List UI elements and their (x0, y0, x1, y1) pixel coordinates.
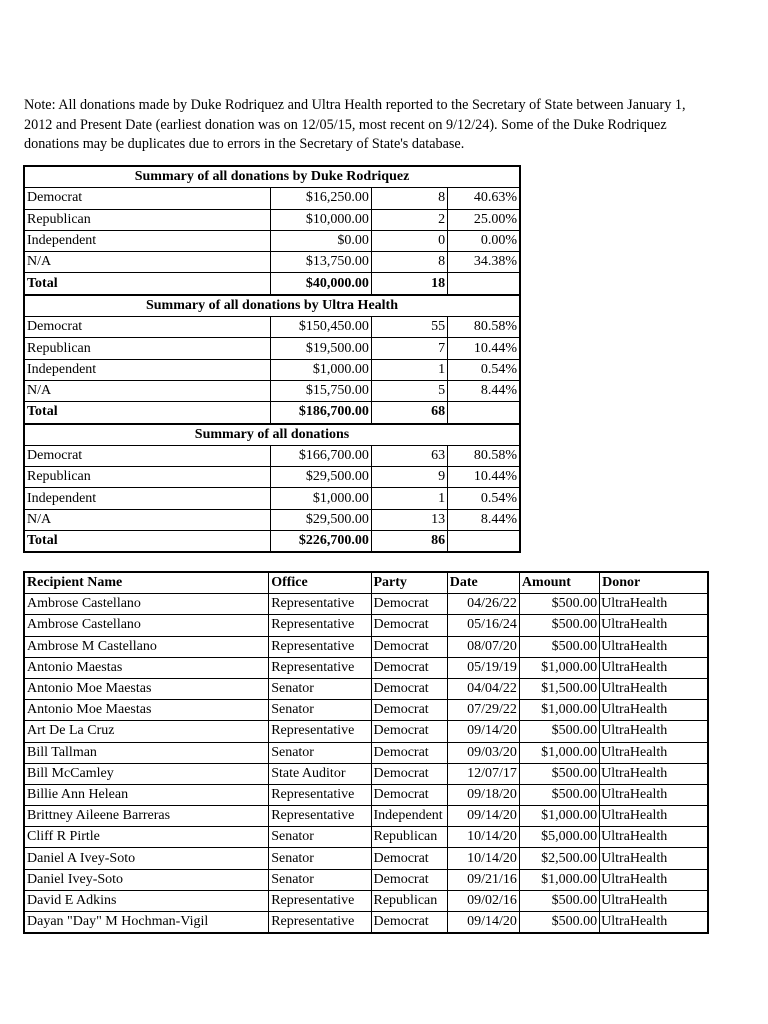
cell-donor: UltraHealth (600, 657, 708, 678)
summary-category: Independent (24, 359, 271, 380)
cell-date: 04/26/22 (447, 594, 519, 615)
table-row (24, 848, 708, 869)
cell-recipient-name: Daniel Ivey-Soto (24, 869, 269, 890)
cell-donor: UltraHealth (600, 700, 708, 721)
table-row (24, 657, 708, 678)
cell-date: 09/18/20 (447, 784, 519, 805)
summary-section-title-row (24, 424, 520, 446)
cell-amount: $500.00 (519, 784, 599, 805)
cell-date: 05/19/19 (447, 657, 519, 678)
summary-count: 1 (371, 488, 447, 509)
summary-category: Democrat (24, 317, 271, 338)
summary-percent: 34.38% (448, 252, 520, 273)
cell-office: Representative (269, 890, 371, 911)
cell-amount: $1,000.00 (519, 700, 599, 721)
cell-date: 09/03/20 (447, 742, 519, 763)
cell-office: State Auditor (269, 763, 371, 784)
summary-amount: $29,500.00 (271, 509, 371, 530)
cell-date: 09/14/20 (447, 912, 519, 934)
summary-amount: $13,750.00 (271, 252, 371, 273)
summary-section-title: Summary of all donations by Ultra Health (24, 295, 520, 317)
cell-donor: UltraHealth (600, 806, 708, 827)
cell-recipient-name: Ambrose Castellano (24, 594, 269, 615)
cell-amount: $2,500.00 (519, 848, 599, 869)
summary-total-count: 68 (371, 402, 447, 424)
cell-donor: UltraHealth (600, 678, 708, 699)
summary-count: 9 (371, 467, 447, 488)
cell-amount: $500.00 (519, 594, 599, 615)
cell-date: 05/16/24 (447, 615, 519, 636)
cell-office: Representative (269, 594, 371, 615)
summary-total-percent (448, 402, 520, 424)
summary-percent: 80.58% (448, 445, 520, 466)
cell-recipient-name: Bill Tallman (24, 742, 269, 763)
cell-recipient-name: Cliff R Pirtle (24, 827, 269, 848)
cell-amount: $1,000.00 (519, 869, 599, 890)
cell-donor: UltraHealth (600, 869, 708, 890)
summary-count: 8 (371, 252, 447, 273)
cell-office: Senator (269, 742, 371, 763)
table-row (24, 827, 708, 848)
summary-count: 55 (371, 317, 447, 338)
cell-amount: $1,500.00 (519, 678, 599, 699)
header-office: Office (269, 572, 371, 594)
cell-office: Representative (269, 657, 371, 678)
summary-category: N/A (24, 252, 271, 273)
summary-category: Independent (24, 488, 271, 509)
summary-category: Democrat (24, 188, 271, 209)
cell-donor: UltraHealth (600, 636, 708, 657)
cell-donor: UltraHealth (600, 848, 708, 869)
summary-amount: $16,250.00 (271, 188, 371, 209)
summary-section-title: Summary of all donations by Duke Rodriquez (24, 166, 520, 188)
summary-category: Independent (24, 230, 271, 251)
cell-party: Independent (371, 806, 447, 827)
table-row (24, 594, 708, 615)
cell-party: Democrat (371, 869, 447, 890)
cell-recipient-name: Daniel A Ivey-Soto (24, 848, 269, 869)
header-date: Date (447, 572, 519, 594)
donation-summary-table (23, 165, 521, 553)
cell-recipient-name: Antonio Maestas (24, 657, 269, 678)
summary-count: 2 (371, 209, 447, 230)
cell-office: Representative (269, 806, 371, 827)
cell-donor: UltraHealth (600, 784, 708, 805)
cell-amount: $1,000.00 (519, 657, 599, 678)
table-row (24, 806, 708, 827)
cell-recipient-name: Antonio Moe Maestas (24, 700, 269, 721)
summary-category: Democrat (24, 445, 271, 466)
table-row (24, 742, 708, 763)
cell-office: Representative (269, 636, 371, 657)
cell-amount: $500.00 (519, 890, 599, 911)
donation-detail-table (23, 571, 709, 934)
cell-date: 08/07/20 (447, 636, 519, 657)
cell-amount: $5,000.00 (519, 827, 599, 848)
cell-amount: $500.00 (519, 912, 599, 934)
cell-party: Democrat (371, 784, 447, 805)
summary-total-row (24, 402, 520, 424)
cell-date: 07/29/22 (447, 700, 519, 721)
summary-category: N/A (24, 380, 271, 401)
summary-percent: 40.63% (448, 188, 520, 209)
cell-date: 09/21/16 (447, 869, 519, 890)
cell-recipient-name: Brittney Aileene Barreras (24, 806, 269, 827)
cell-office: Senator (269, 827, 371, 848)
cell-office: Senator (269, 869, 371, 890)
cell-party: Democrat (371, 678, 447, 699)
header-recipient-name: Recipient Name (24, 572, 269, 594)
summary-category: Republican (24, 209, 271, 230)
summary-percent: 10.44% (448, 467, 520, 488)
cell-recipient-name: Ambrose Castellano (24, 615, 269, 636)
summary-row (24, 359, 520, 380)
summary-row (24, 488, 520, 509)
summary-total-label: Total (24, 402, 271, 424)
summary-row (24, 445, 520, 466)
summary-category: Republican (24, 467, 271, 488)
table-row (24, 763, 708, 784)
summary-section-title-row (24, 166, 520, 188)
cell-donor: UltraHealth (600, 742, 708, 763)
cell-office: Representative (269, 615, 371, 636)
summary-row (24, 252, 520, 273)
summary-amount: $166,700.00 (271, 445, 371, 466)
summary-percent: 0.54% (448, 488, 520, 509)
summary-percent: 8.44% (448, 509, 520, 530)
summary-amount: $10,000.00 (271, 209, 371, 230)
cell-recipient-name: Antonio Moe Maestas (24, 678, 269, 699)
cell-date: 09/02/16 (447, 890, 519, 911)
summary-total-percent (448, 273, 520, 295)
cell-party: Republican (371, 890, 447, 911)
cell-recipient-name: Bill McCamley (24, 763, 269, 784)
summary-category: N/A (24, 509, 271, 530)
summary-amount: $15,750.00 (271, 380, 371, 401)
cell-office: Representative (269, 784, 371, 805)
cell-donor: UltraHealth (600, 827, 708, 848)
summary-percent: 0.54% (448, 359, 520, 380)
summary-total-label: Total (24, 531, 271, 553)
summary-count: 8 (371, 188, 447, 209)
summary-count: 7 (371, 338, 447, 359)
table-row (24, 700, 708, 721)
header-amount: Amount (519, 572, 599, 594)
summary-total-count: 18 (371, 273, 447, 295)
cell-party: Democrat (371, 594, 447, 615)
cell-office: Senator (269, 700, 371, 721)
cell-party: Democrat (371, 636, 447, 657)
table-row (24, 721, 708, 742)
cell-donor: UltraHealth (600, 763, 708, 784)
summary-percent: 10.44% (448, 338, 520, 359)
summary-total-label: Total (24, 273, 271, 295)
summary-total-row (24, 531, 520, 553)
summary-row (24, 188, 520, 209)
cell-amount: $500.00 (519, 615, 599, 636)
cell-party: Democrat (371, 615, 447, 636)
summary-amount: $150,450.00 (271, 317, 371, 338)
cell-recipient-name: Billie Ann Helean (24, 784, 269, 805)
cell-date: 10/14/20 (447, 827, 519, 848)
cell-party: Democrat (371, 763, 447, 784)
cell-recipient-name: Dayan "Day" M Hochman-Vigil (24, 912, 269, 934)
summary-section-title-row (24, 295, 520, 317)
table-row (24, 615, 708, 636)
summary-row (24, 230, 520, 251)
summary-percent: 8.44% (448, 380, 520, 401)
cell-date: 09/14/20 (447, 721, 519, 742)
cell-donor: UltraHealth (600, 890, 708, 911)
cell-office: Senator (269, 678, 371, 699)
summary-row (24, 317, 520, 338)
detail-header-row (24, 572, 708, 594)
summary-count: 63 (371, 445, 447, 466)
cell-donor: UltraHealth (600, 721, 708, 742)
table-row (24, 912, 708, 934)
summary-percent: 80.58% (448, 317, 520, 338)
cell-donor: UltraHealth (600, 615, 708, 636)
summary-section-title: Summary of all donations (24, 424, 520, 446)
header-party: Party (371, 572, 447, 594)
table-row (24, 890, 708, 911)
cell-party: Democrat (371, 912, 447, 934)
summary-total-amount: $40,000.00 (271, 273, 371, 295)
summary-amount: $29,500.00 (271, 467, 371, 488)
summary-row (24, 209, 520, 230)
summary-total-row (24, 273, 520, 295)
cell-office: Senator (269, 848, 371, 869)
cell-party: Democrat (371, 700, 447, 721)
cell-recipient-name: David E Adkins (24, 890, 269, 911)
cell-party: Democrat (371, 721, 447, 742)
summary-count: 5 (371, 380, 447, 401)
cell-party: Republican (371, 827, 447, 848)
cell-date: 10/14/20 (447, 848, 519, 869)
cell-recipient-name: Ambrose M Castellano (24, 636, 269, 657)
header-donor: Donor (600, 572, 708, 594)
summary-total-amount: $186,700.00 (271, 402, 371, 424)
summary-count: 0 (371, 230, 447, 251)
cell-date: 04/04/22 (447, 678, 519, 699)
summary-count: 13 (371, 509, 447, 530)
summary-row (24, 338, 520, 359)
cell-date: 09/14/20 (447, 806, 519, 827)
disclaimer-note: Note: All donations made by Duke Rodriquez and Ultra Health reported to the Secretary of State between January 1, 2012 and Present Date (earliest donation was on 12/05/15, most recent on 9/12/24). Some of the Duke Rodriquez donations may be duplicates due to errors in the Secretary of State's database. (24, 97, 686, 153)
summary-count: 1 (371, 359, 447, 380)
cell-party: Democrat (371, 657, 447, 678)
summary-row (24, 467, 520, 488)
cell-amount: $1,000.00 (519, 806, 599, 827)
cell-party: Democrat (371, 848, 447, 869)
cell-donor: UltraHealth (600, 594, 708, 615)
cell-amount: $500.00 (519, 636, 599, 657)
cell-office: Representative (269, 721, 371, 742)
summary-total-percent (448, 531, 520, 553)
table-row (24, 636, 708, 657)
cell-recipient-name: Art De La Cruz (24, 721, 269, 742)
table-row (24, 678, 708, 699)
summary-row (24, 509, 520, 530)
cell-party: Democrat (371, 742, 447, 763)
cell-amount: $500.00 (519, 721, 599, 742)
summary-row (24, 380, 520, 401)
cell-date: 12/07/17 (447, 763, 519, 784)
cell-office: Representative (269, 912, 371, 934)
cell-amount: $500.00 (519, 763, 599, 784)
summary-amount: $19,500.00 (271, 338, 371, 359)
cell-donor: UltraHealth (600, 912, 708, 934)
summary-amount: $0.00 (271, 230, 371, 251)
summary-total-amount: $226,700.00 (271, 531, 371, 553)
summary-category: Republican (24, 338, 271, 359)
cell-amount: $1,000.00 (519, 742, 599, 763)
summary-total-count: 86 (371, 531, 447, 553)
summary-amount: $1,000.00 (271, 488, 371, 509)
summary-amount: $1,000.00 (271, 359, 371, 380)
table-row (24, 869, 708, 890)
summary-percent: 0.00% (448, 230, 520, 251)
table-row (24, 784, 708, 805)
summary-percent: 25.00% (448, 209, 520, 230)
